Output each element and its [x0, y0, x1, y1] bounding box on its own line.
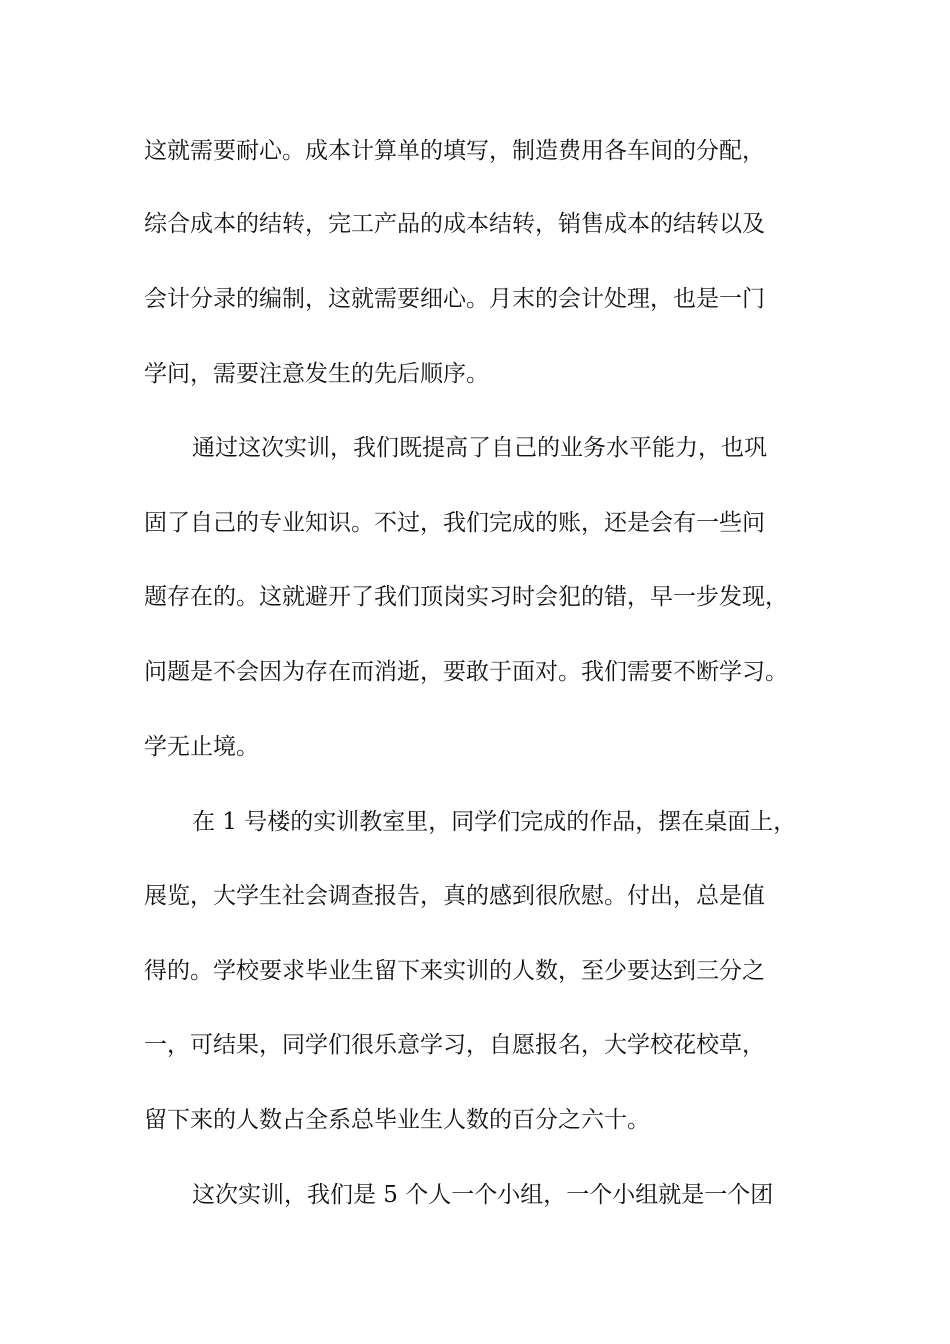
text-line-14: 留下来的人数占全系总毕业生人数的百分之六十。	[144, 1107, 650, 1133]
text-line-8: 问题是不会因为存在而消逝，要敢于面对。我们需要不断学习。	[144, 659, 788, 685]
text-line-1: 这就需要耐心。成本计算单的填写，制造费用各车间的分配，	[144, 138, 765, 164]
text-line-12: 得的。学校要求毕业生留下来实训的人数，至少要达到三分之	[144, 958, 765, 984]
text-line-3: 会计分录的编制，这就需要细心。月末的会计处理，也是一门	[144, 286, 765, 312]
text-line-9: 学无止境。	[144, 734, 259, 760]
text-line-5: 通过这次实训，我们既提高了自己的业务水平能力，也巩	[192, 435, 767, 461]
text-line-6: 固了自己的专业知识。不过，我们完成的账，还是会有一些问	[144, 510, 765, 536]
text-line-7: 题存在的。这就避开了我们顶岗实习时会犯的错，早一步发现，	[144, 584, 788, 610]
text-line-13: 一，可结果，同学们很乐意学习，自愿报名，大学校花校草，	[144, 1032, 765, 1058]
text-line-4: 学问，需要注意发生的先后顺序。	[144, 361, 489, 387]
text-line-11: 展览，大学生社会调查报告，真的感到很欣慰。付出，总是值	[144, 883, 765, 909]
text-line-15: 这次实训，我们是 5 个人一个小组，一个小组就是一个团	[192, 1182, 774, 1208]
text-line-2: 综合成本的结转，完工产品的成本结转，销售成本的结转以及	[144, 211, 765, 237]
text-line-10: 在 1 号楼的实训教室里，同学们完成的作品，摆在桌面上，	[192, 809, 797, 835]
